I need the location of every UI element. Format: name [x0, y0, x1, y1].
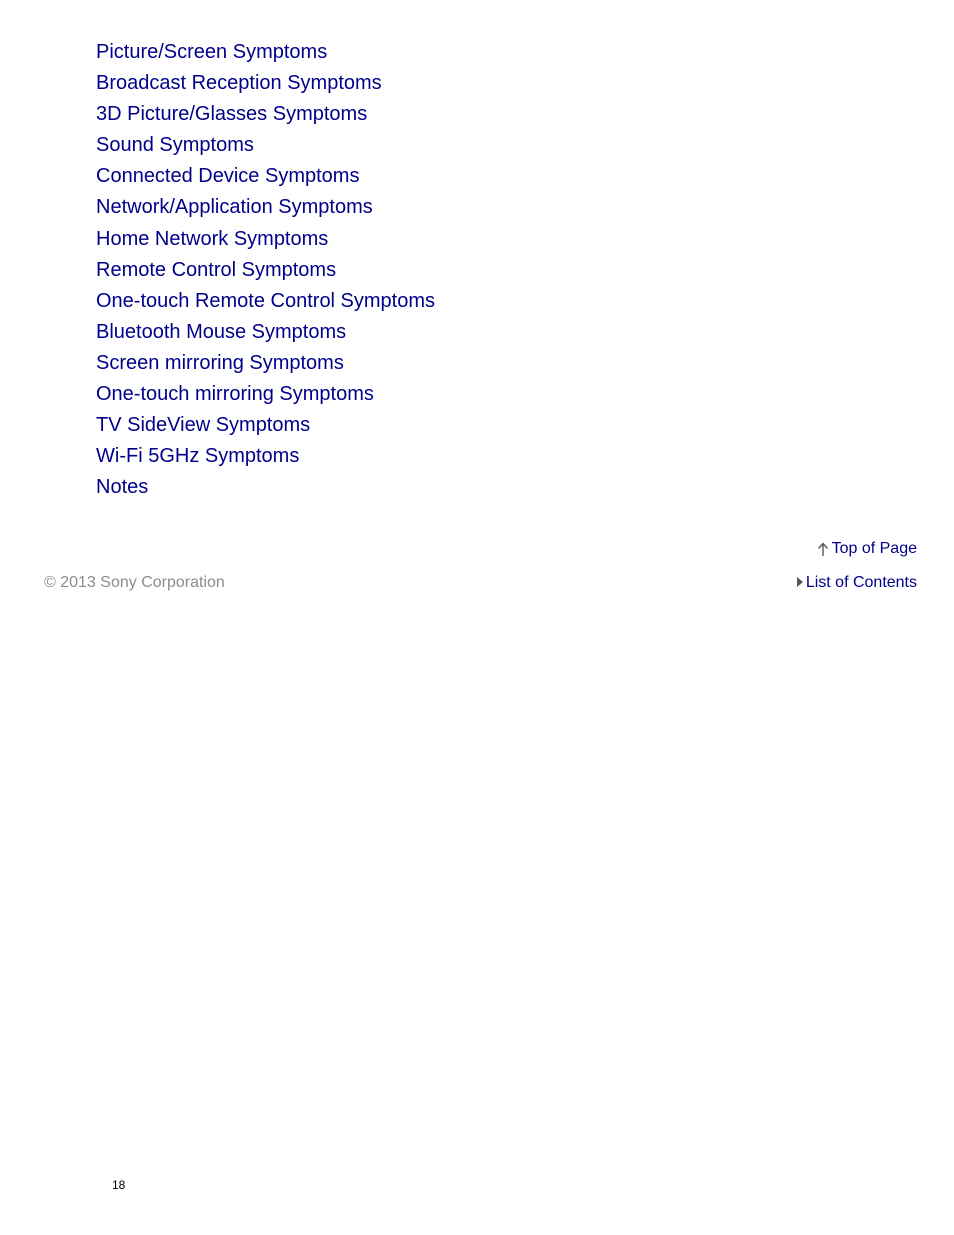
link-notes[interactable]: Notes — [96, 476, 149, 499]
copyright-text: © 2013 Sony Corporation — [44, 574, 225, 591]
link-bluetooth-mouse-symptoms[interactable]: Bluetooth Mouse Symptoms — [96, 320, 347, 343]
link-screen-mirroring-symptoms[interactable]: Screen mirroring Symptoms — [96, 351, 344, 374]
symptom-link-list — [96, 38, 435, 504]
link-network-application-symptoms[interactable]: Network/Application Symptoms — [96, 196, 373, 219]
link-broadcast-reception-symptoms[interactable]: Broadcast Reception Symptoms — [96, 72, 382, 95]
page-number: 18 — [112, 1178, 126, 1192]
list-of-contents-label: List of Contents — [805, 574, 917, 591]
link-connected-device-symptoms[interactable]: Connected Device Symptoms — [96, 165, 360, 188]
link-remote-control-symptoms[interactable]: Remote Control Symptoms — [96, 258, 337, 281]
link-3d-picture-glasses-symptoms[interactable]: 3D Picture/Glasses Symptoms — [96, 103, 368, 126]
triangle-right-icon — [797, 577, 803, 587]
list-of-contents-link[interactable] — [797, 572, 917, 594]
link-home-network-symptoms[interactable]: Home Network Symptoms — [96, 227, 329, 250]
link-one-touch-mirroring-symptoms[interactable]: One-touch mirroring Symptoms — [96, 383, 374, 406]
link-wifi-5ghz-symptoms[interactable]: Wi-Fi 5GHz Symptoms — [96, 445, 300, 468]
link-picture-screen-symptoms[interactable]: Picture/Screen Symptoms — [96, 41, 328, 63]
link-tv-sideview-symptoms[interactable]: TV SideView Symptoms — [96, 414, 311, 437]
link-one-touch-remote-control-symptoms[interactable]: One-touch Remote Control Symptoms — [96, 289, 436, 312]
top-of-page-link[interactable] — [817, 538, 917, 560]
link-sound-symptoms[interactable]: Sound Symptoms — [96, 134, 254, 157]
arrow-up-icon — [817, 541, 829, 557]
top-of-page-label: Top of Page — [831, 540, 917, 557]
